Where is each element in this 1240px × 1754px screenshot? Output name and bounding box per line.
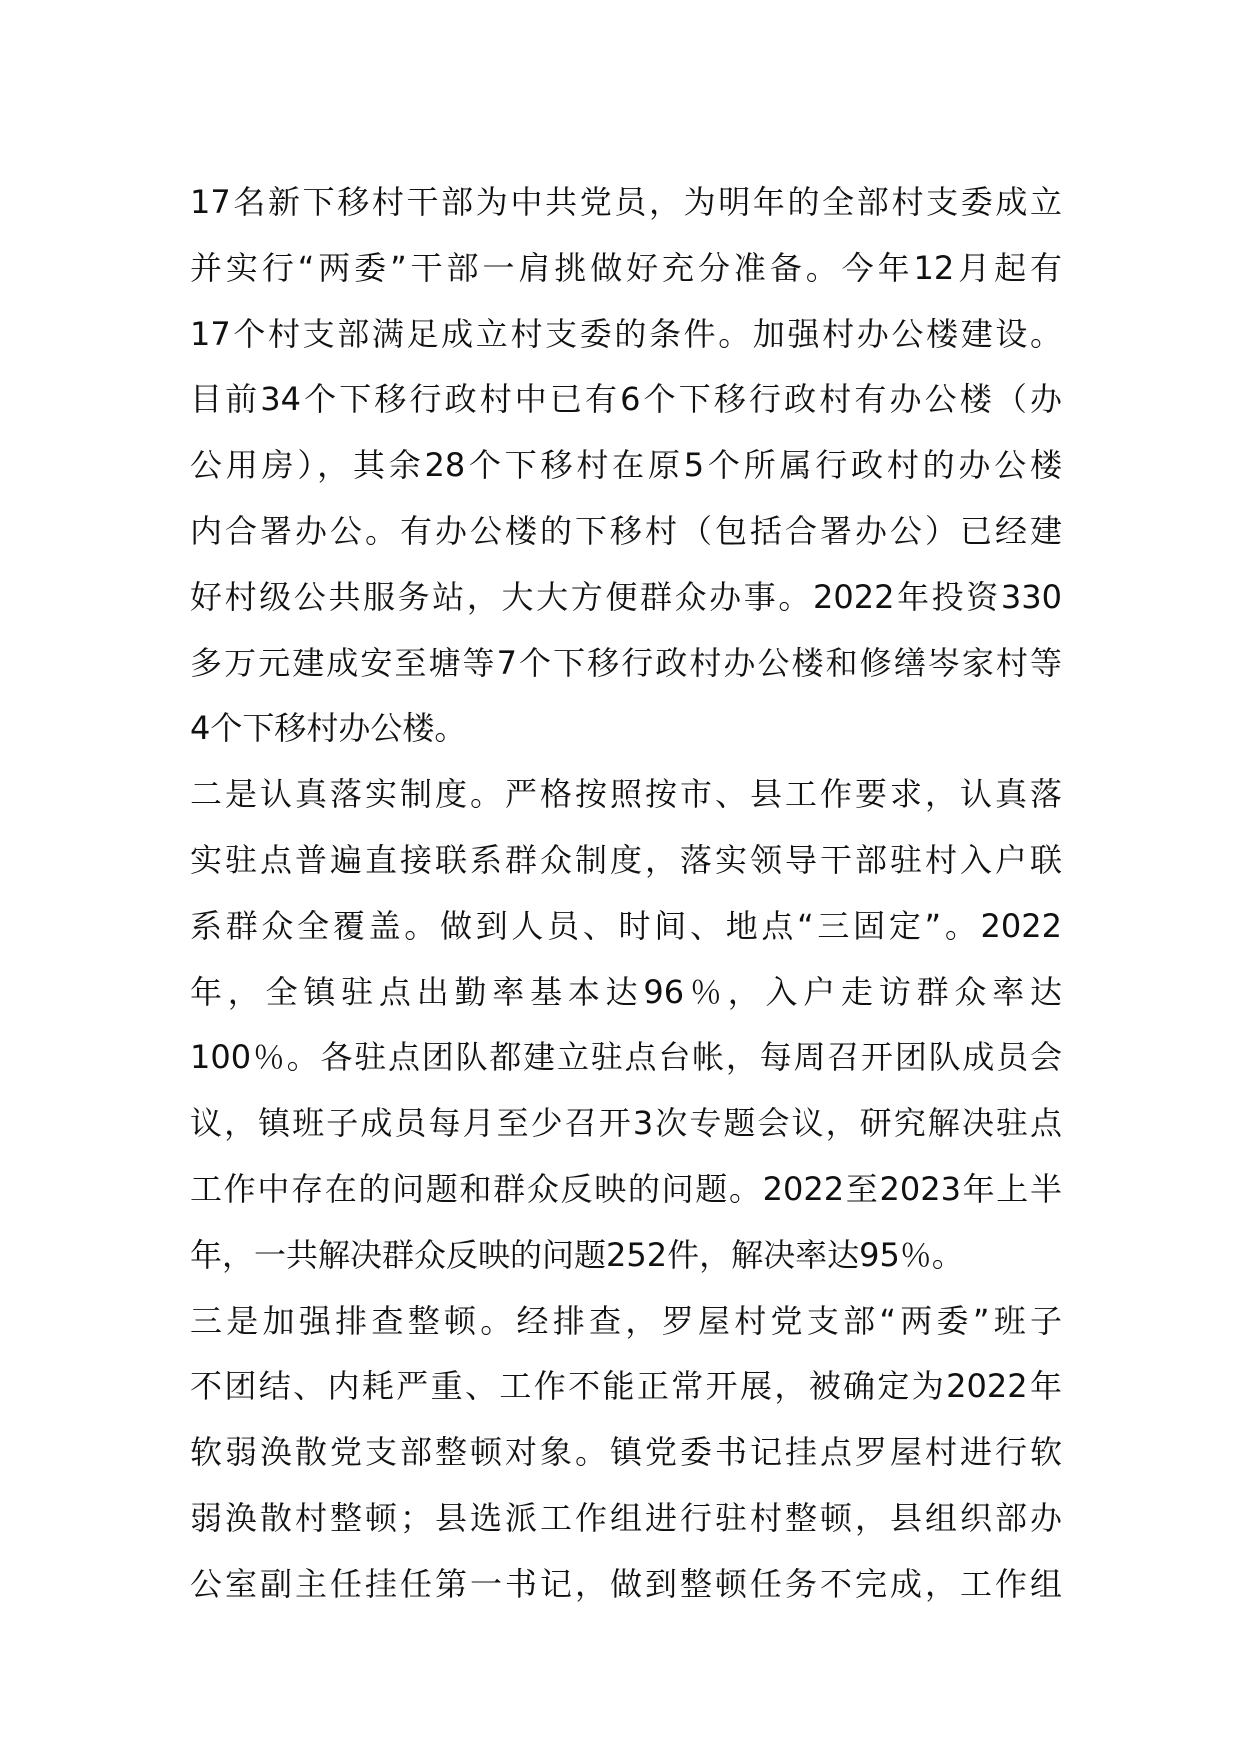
text-line: 多万元建成安至塘等7个下移行政村办公楼和修缮岑家村等	[190, 643, 1062, 682]
text-line: 100％。各驻点团队都建立驻点台帐，每周召开团队成员会	[190, 1038, 1062, 1077]
text-line: 年，一共解决群众反映的问题252件，解决率达95％。	[190, 1235, 964, 1274]
text-line: 年，全镇驻点出勤率基本达96％，入户走访群众率达	[190, 972, 1062, 1011]
text-line: 好村级公共服务站，大大方便群众办事。2022年投资330	[190, 577, 1062, 616]
text-line: 公室副主任挂任第一书记，做到整顿任务不完成，工作组	[190, 1564, 1062, 1603]
text-line: 二是认真落实制度。严格按照按市、县工作要求，认真落	[190, 775, 1062, 814]
text-line: 17个村支部满足成立村支委的条件。加强村办公楼建设。	[190, 314, 1062, 353]
text-line: 议，镇班子成员每月至少召开3次专题会议，研究解决驻点	[190, 1104, 1062, 1143]
text-line: 系群众全覆盖。做到人员、时间、地点“三固定”。2022	[190, 906, 1062, 945]
body-text	[190, 170, 1062, 1618]
text-line: 公用房），其余28个下移村在原5个所属行政村的办公楼	[190, 446, 1062, 485]
text-line: 不团结、内耗严重、工作不能正常开展，被确定为2022年	[190, 1367, 1062, 1406]
text-line: 实驻点普遍直接联系群众制度，落实领导干部驻村入户联	[190, 840, 1062, 879]
text-line: 三是加强排查整顿。经排查，罗屋村党支部“两委”班子	[190, 1301, 1062, 1340]
text-line: 目前34个下移行政村中已有6个下移行政村有办公楼（办	[190, 380, 1062, 419]
text-line: 工作中存在的问题和群众反映的问题。2022至2023年上半	[190, 1169, 1062, 1208]
text-line: 17名新下移村干部为中共党员，为明年的全部村支委成立	[190, 183, 1062, 221]
text-line: 软弱涣散党支部整顿对象。镇党委书记挂点罗屋村进行软	[190, 1433, 1062, 1472]
text-line: 弱涣散村整顿；县选派工作组进行驻村整顿，县组织部办	[190, 1498, 1062, 1537]
text-line: 并实行“两委”干部一肩挑做好充分准备。今年12月起有	[190, 248, 1062, 287]
text-line: 内合署办公。有办公楼的下移村（包括合署办公）已经建	[190, 511, 1062, 550]
text-line: 4个下移村办公楼。	[190, 709, 467, 748]
